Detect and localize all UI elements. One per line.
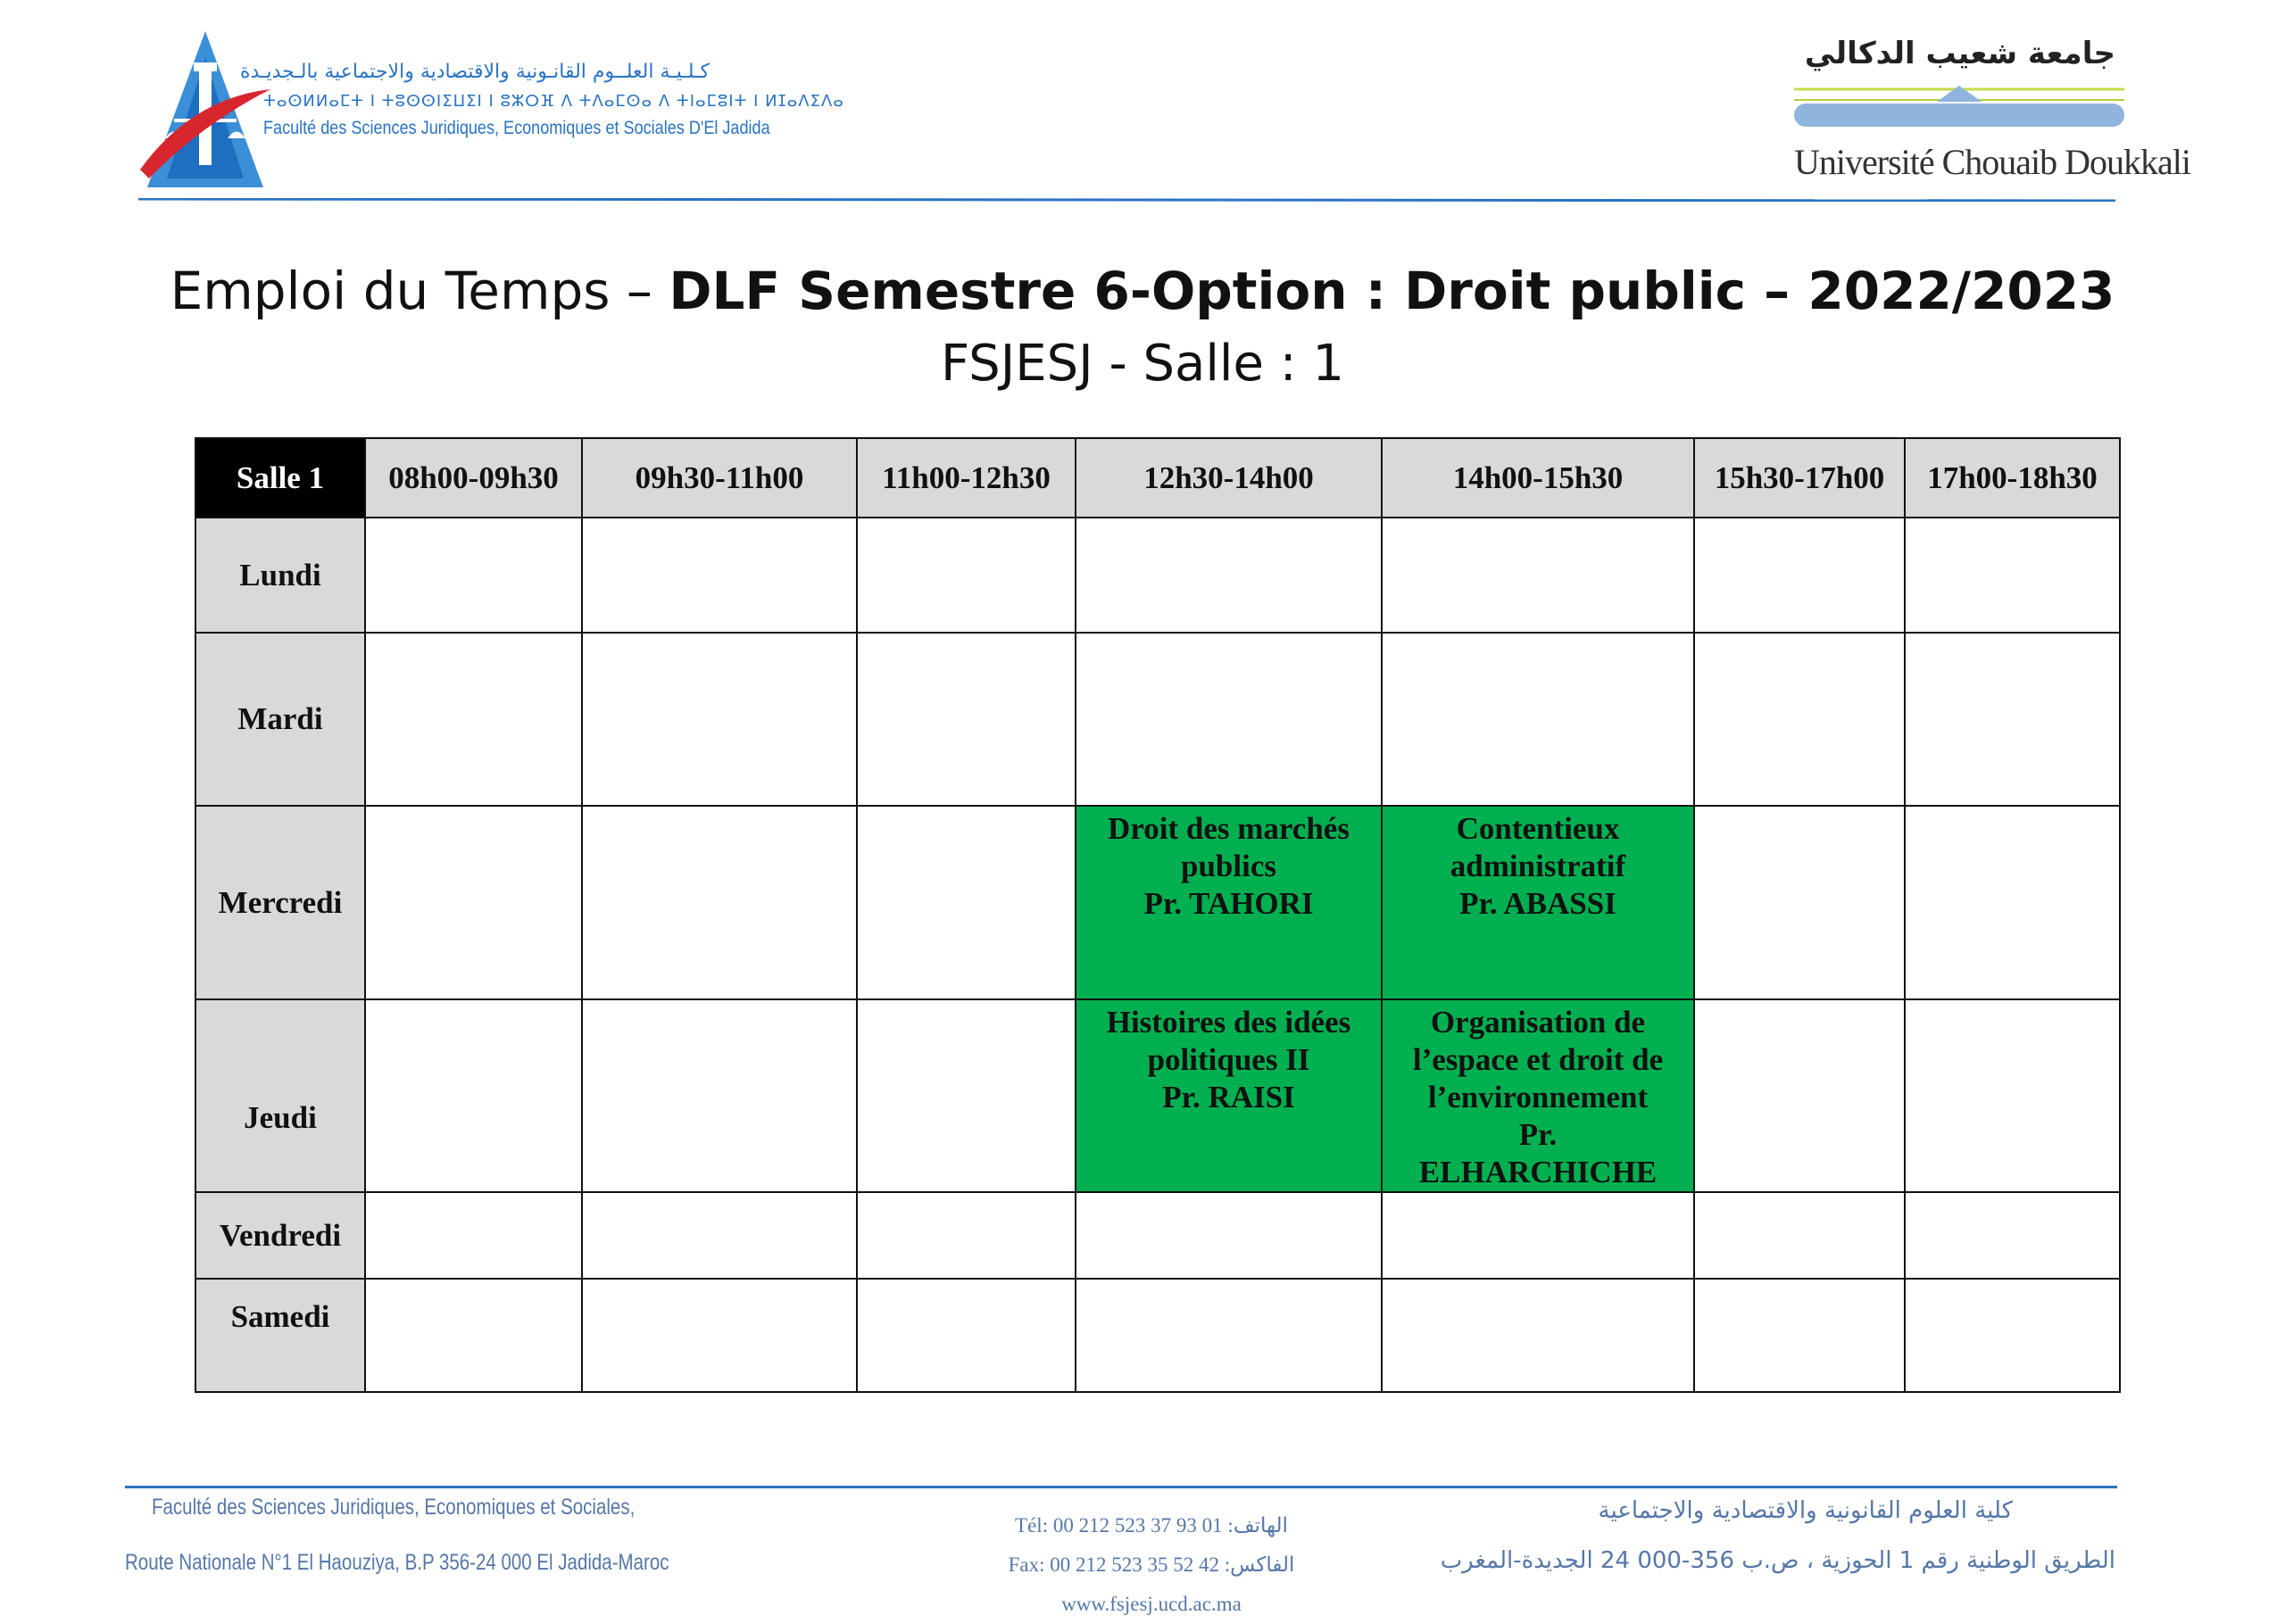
slot-header: 17h00-18h30 xyxy=(1905,438,2120,518)
day-label: Samedi xyxy=(195,1279,365,1392)
empty-cell xyxy=(1694,1279,1905,1392)
course-title: administratif xyxy=(1450,849,1626,883)
course-title: Droit des marchés xyxy=(1108,811,1350,846)
slot-header: 14h00-15h30 xyxy=(1382,438,1694,518)
empty-cell xyxy=(1905,1192,2120,1279)
empty-cell xyxy=(1905,518,2120,633)
footer-website-link[interactable]: www.fsjesj.ucd.ac.ma xyxy=(1061,1593,1242,1615)
empty-cell xyxy=(1905,806,2120,999)
empty-cell xyxy=(1076,1192,1382,1279)
empty-cell xyxy=(365,518,582,633)
course-cell-droit-marches-publics xyxy=(1076,806,1382,999)
slot-header: 08h00-09h30 xyxy=(365,438,582,518)
course-professor: Pr. xyxy=(1518,1117,1558,1152)
course-cell-organisation-espace xyxy=(1382,999,1694,1192)
footer-address: Route Nationale N°1 El Haouziya, B.P 356-24 000 El Jadida-Maroc xyxy=(125,1550,669,1575)
footer-phone: Tél: 00 212 523 37 93 01 :الهاتف xyxy=(1015,1514,1288,1537)
university-name-french: Université Chouaib Doukkali xyxy=(1794,142,2191,182)
empty-cell xyxy=(582,806,857,999)
empty-cell xyxy=(582,633,857,806)
course-professor: Pr. RAISI xyxy=(1162,1080,1295,1114)
empty-cell xyxy=(582,518,857,633)
timetable xyxy=(195,437,2121,1393)
day-label: Jeudi xyxy=(195,999,365,1192)
day-label: Vendredi xyxy=(195,1192,365,1279)
course-title: Histoires des idées xyxy=(1106,1005,1351,1040)
footer-divider xyxy=(125,1486,2117,1488)
day-row-vendredi xyxy=(195,1192,2120,1279)
empty-cell xyxy=(1905,1279,2120,1392)
faculty-header xyxy=(138,27,844,192)
empty-cell xyxy=(365,1192,582,1279)
empty-cell xyxy=(1076,633,1382,806)
empty-cell xyxy=(582,1192,857,1279)
empty-cell xyxy=(1382,633,1694,806)
room-label: Salle 1 xyxy=(195,438,365,518)
slot-header: 11h00-12h30 xyxy=(857,438,1076,518)
empty-cell xyxy=(582,1279,857,1392)
empty-cell xyxy=(857,518,1076,633)
footer-faculty-name: Faculté des Sciences Juridiques, Economiques et Sociales, xyxy=(152,1495,636,1520)
empty-cell xyxy=(365,633,582,806)
day-row-mardi xyxy=(195,633,2120,806)
footer-fax: Fax: 00 212 523 35 52 42 :الفاكس xyxy=(1008,1554,1295,1576)
empty-cell xyxy=(1694,633,1905,806)
empty-cell xyxy=(1905,999,2120,1192)
footer-contact xyxy=(964,1506,1339,1624)
footer-address-french xyxy=(125,1495,788,1576)
day-row-mercredi xyxy=(195,806,2120,999)
empty-cell xyxy=(1382,1192,1694,1279)
university-logo-icon xyxy=(1794,82,2124,145)
faculty-logo-icon xyxy=(138,27,272,192)
empty-cell xyxy=(1694,1192,1905,1279)
footer-faculty-name-arabic: كلية العلوم القانونية والاقتصادية والاجتماعية xyxy=(1598,1497,2013,1524)
timetable-header-row xyxy=(195,438,2120,518)
course-cell-histoire-idees-politiques xyxy=(1076,999,1382,1192)
empty-cell xyxy=(1694,999,1905,1192)
day-label: Lundi xyxy=(195,518,365,633)
day-row-samedi xyxy=(195,1279,2120,1392)
course-professor: Pr. TAHORI xyxy=(1143,886,1314,921)
course-title: politiques II xyxy=(1147,1042,1310,1077)
empty-cell xyxy=(365,999,582,1192)
empty-cell xyxy=(857,1192,1076,1279)
empty-cell xyxy=(857,806,1076,999)
empty-cell xyxy=(582,999,857,1192)
footer-address-arabic-line: الطريق الوطنية رقم 1 الحوزية ، ص.ب 356-000 24 الجديدة-المغرب xyxy=(1440,1547,2115,1574)
slot-header: 15h30-17h00 xyxy=(1694,438,1905,518)
empty-cell xyxy=(1905,633,2120,806)
title-prefix: Emploi du Temps – xyxy=(170,261,669,321)
day-label: Mardi xyxy=(195,633,365,806)
empty-cell xyxy=(365,806,582,999)
course-title: Organisation de xyxy=(1430,1005,1646,1040)
empty-cell xyxy=(365,1279,582,1392)
university-header xyxy=(1785,36,2191,187)
slot-header: 09h30-11h00 xyxy=(582,438,857,518)
faculty-name-tifinagh: ⵜⴰⵙⵍⵍⴰⵎⵜ ⵏ ⵜⵓⵙⵙⵏⵉⵡⵉⵏ ⵏ ⵓⵣⵔⴼ ⴷ ⵜⴷⴰⵎⵙⴰ ⴷ ⵜⵏⴰⵎⵓⵏⵜ ⵏ ⵍⵊⴰⴷⵉⴷⴰ xyxy=(263,92,844,111)
course-title: Contentieux xyxy=(1456,811,1620,846)
empty-cell xyxy=(1694,518,1905,633)
day-label: Mercredi xyxy=(195,806,365,999)
day-row-lundi xyxy=(195,518,2120,633)
empty-cell xyxy=(857,1279,1076,1392)
course-professor: Pr. ABASSI xyxy=(1459,886,1616,921)
faculty-name-french: Faculté des Sciences Juridiques, Economiques et Sociales D'El Jadida xyxy=(263,118,770,138)
day-row-jeudi xyxy=(195,999,2120,1192)
title-bold: DLF Semestre 6-Option : Droit public – 2022/2023 xyxy=(669,261,2115,321)
empty-cell xyxy=(857,999,1076,1192)
empty-cell xyxy=(857,633,1076,806)
empty-cell xyxy=(1076,1279,1382,1392)
page-title xyxy=(0,261,2285,321)
slot-header: 12h30-14h00 xyxy=(1076,438,1382,518)
course-title: l’espace et droit de xyxy=(1412,1042,1664,1077)
header-divider xyxy=(138,198,2115,202)
faculty-name-arabic: كـلـيـة العلــوم القانـونية والاقتصادية والاجتماعية بالـجديـدة xyxy=(239,61,710,83)
university-name-arabic: جامعة شعيب الدكالي xyxy=(1804,36,2115,71)
empty-cell xyxy=(1382,1279,1694,1392)
page-subtitle: FSJESJ - Salle : 1 xyxy=(940,335,1345,393)
course-cell-contentieux-administratif xyxy=(1382,806,1694,999)
empty-cell xyxy=(1694,806,1905,999)
course-professor: ELHARCHICHE xyxy=(1418,1155,1658,1189)
empty-cell xyxy=(1382,518,1694,633)
course-title: publics xyxy=(1181,849,1276,883)
course-title: l’environnement xyxy=(1427,1080,1649,1114)
empty-cell xyxy=(1076,518,1382,633)
footer-address-arabic xyxy=(1440,1497,2115,1574)
